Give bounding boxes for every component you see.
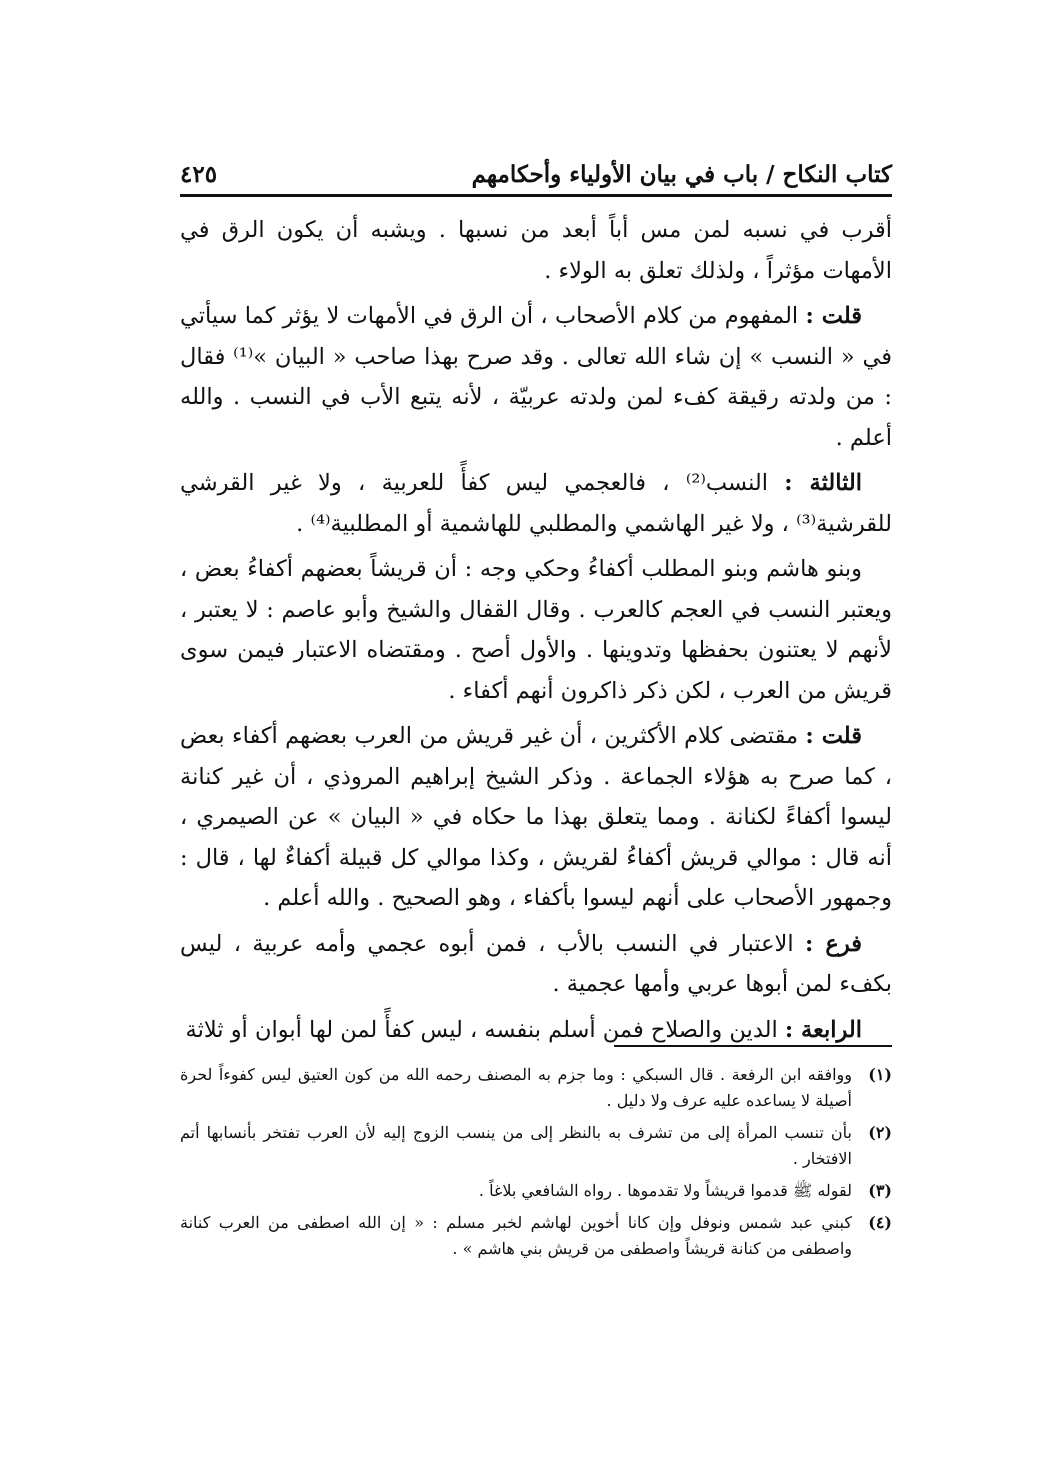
footnote-text: ووافقه ابن الرفعة . قال السبكي : وما جزم به المصنف رحمه الله من كون العتيق ليس كفوءاً لحرة أصيلة لا يساعده عليه عرف ولا دليل . [180, 1065, 852, 1110]
paragraph-6 [180, 924, 892, 1005]
footnote-text: بأن تنسب المرأة إلى من تشرف به بالنظر إلى من ينسب الزوج إليه لأن العرب تفتخر بأنسابها أتم الافتخار . [180, 1123, 852, 1168]
paragraph-7 [180, 1010, 892, 1051]
paragraph-lead: قلت : [805, 303, 863, 329]
paragraph-3 [180, 463, 892, 544]
paragraph-text: النسب⁽²⁾ ، فالعجمي ليس كفأً للعربية ، ولا غير القرشي للقرشية⁽³⁾ ، ولا غير الهاشمي والمطلبي للهاشمية أو المطلبية⁽⁴⁾ . [180, 470, 892, 537]
paragraph-text: الدين والصلاح فمن أسلم بنفسه ، ليس كفأً لمن لها أبوان أو ثلاثة [185, 1016, 778, 1043]
page-header [180, 140, 892, 188]
paragraph-text: وبنو هاشم وبنو المطلب أكفاءُ وحكي وجه : أن قريشاً بعضهم أكفاءُ بعض ، ويعتبر النسب في العجم كالعرب . وقال القفال والشيخ وأبو عاصم : لا يعتبر ، لأنهم لا يعتنون بحفظها وتدوينها . والأول أصح . ومقتضاه الاعتبار فيمن سوى قريش من العرب ، لكن ذكر ذاكرون أنهم أكفاء . [180, 556, 892, 704]
paragraph-4 [180, 549, 892, 711]
footnote-2 [180, 1120, 892, 1172]
header-rule [180, 194, 892, 197]
footnote-1 [180, 1062, 892, 1114]
paragraph-lead: الثالثة : [784, 470, 863, 496]
running-head: كتاب النكاح / باب في بيان الأولياء وأحكامهم [471, 161, 892, 188]
page-number: ٤٢٥ [180, 161, 218, 188]
paragraph-lead: قلت : [805, 723, 863, 749]
paragraph-text: أقرب في نسبه لمن مس أباً أبعد من نسبها . ويشبه أن يكون الرق في الأمهات مؤثراً ، ولذلك تعلق به الولاء . [180, 217, 892, 284]
paragraph-2 [180, 296, 892, 458]
footnote-number: (٢) [868, 1123, 892, 1142]
paragraph-text: الاعتبار في النسب بالأب ، فمن أبوه عجمي وأمه عربية ، ليس بكفء لمن أبوها عربي وأمها عجمية . [180, 930, 892, 997]
footnote-text: لقوله ﷺ قدموا قريشاً ولا تقدموها . رواه الشافعي بلاغاً . [478, 1181, 852, 1200]
paragraph-lead: الرابعة : [784, 1016, 862, 1043]
paragraph-text: مقتضى كلام الأكثرين ، أن غير قريش من العرب بعضهم أكفاء بعض ، كما صرح به هؤلاء الجماعة . وذكر الشيخ إبراهيم المروذي ، أن غير كنانة ليسوا أكفاءً لكنانة . ومما يتعلق بهذا ما حكاه في « البيان » عن الصيمري ، أنه قال : موالي قريش أكفاءُ لقريش ، وكذا موالي كل قبيلة أكفاءٌ لها ، قال : وجمهور الأصحاب على أنهم ليسوا بأكفاء ، وهو الصحيح . والله أعلم . [180, 723, 892, 911]
footnote-rule [614, 1045, 892, 1047]
footnote-number: (١) [868, 1065, 892, 1084]
paragraph-text: المفهوم من كلام الأصحاب ، أن الرق في الأمهات لا يؤثر كما سيأتي في « النسب » إن شاء الله تعالى . وقد صرح بهذا صاحب « البيان »⁽¹⁾ فقال : من ولدته رقيقة كفء لمن ولدته عربيّة ، لأنه يتبع الأب في النسب . والله أعلم . [180, 303, 892, 451]
footnote-3 [180, 1178, 892, 1204]
footnote-4 [180, 1210, 892, 1262]
footnotes [180, 1062, 892, 1268]
footnote-number: (٤) [868, 1213, 892, 1232]
paragraph-5 [180, 716, 892, 919]
paragraph-lead: فرع : [805, 930, 863, 957]
paragraph-1 [180, 210, 892, 291]
footnote-number: (٣) [868, 1181, 892, 1200]
footnote-text: كبني عبد شمس ونوفل وإن كانا أخوين لهاشم لخبر مسلم : « إن الله اصطفى من العرب كنانة واصطفى من كنانة قريشاً واصطفى من قريش بني هاشم » . [180, 1213, 852, 1258]
main-text [180, 210, 892, 1055]
